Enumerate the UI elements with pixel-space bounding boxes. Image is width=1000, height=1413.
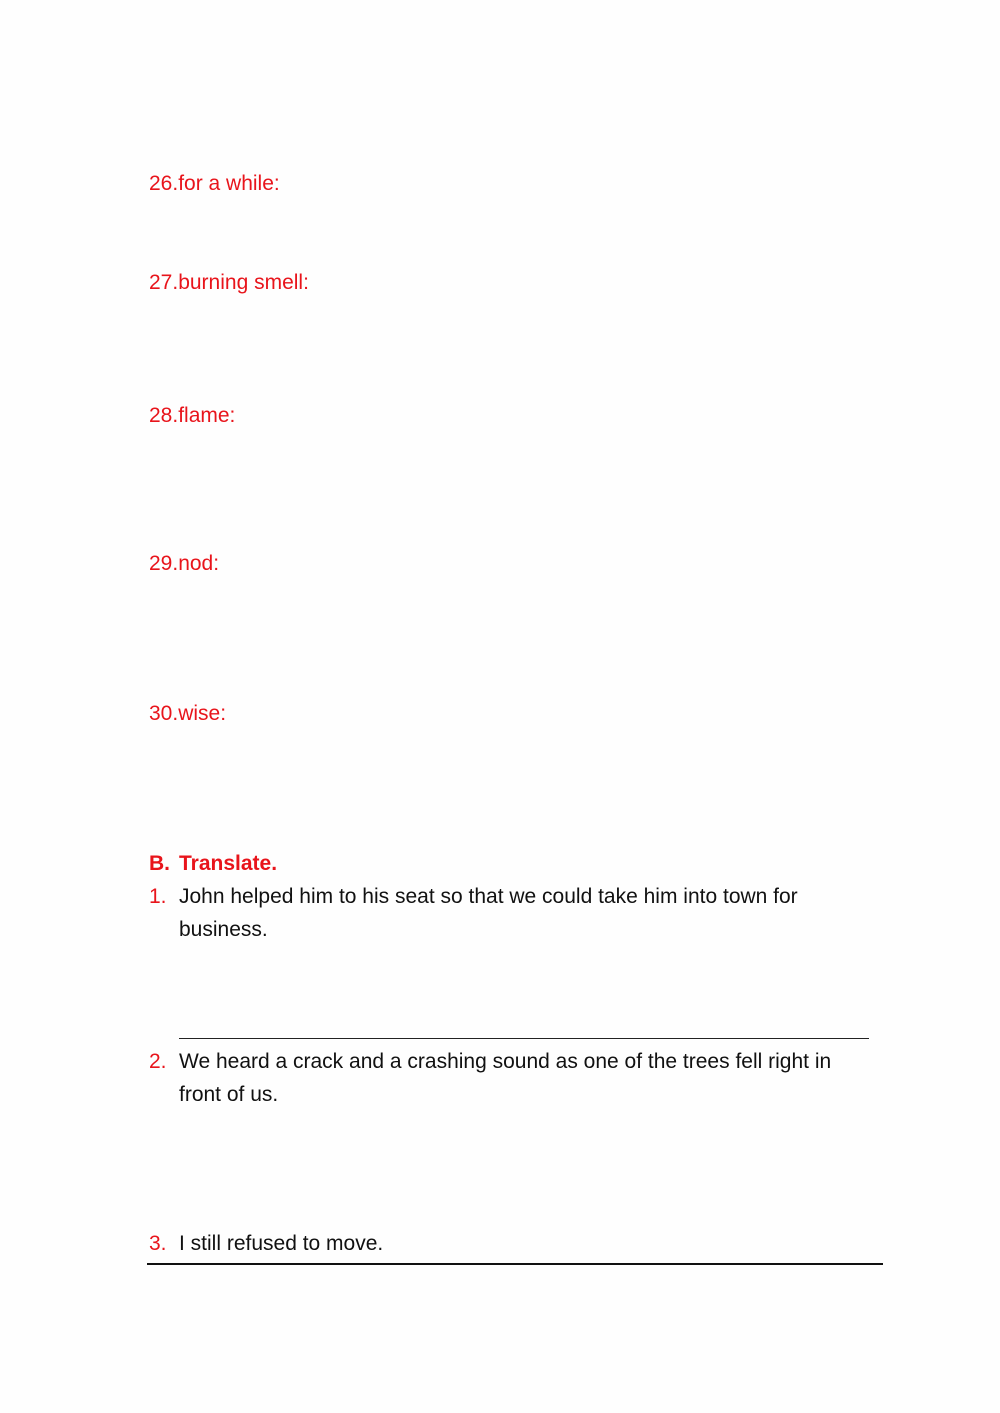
translate-item-3 xyxy=(149,1227,869,1260)
vocab-item-30: 30.wise: xyxy=(149,702,227,725)
vocab-item-28: 28.flame: xyxy=(149,404,236,427)
section-title: Translate. xyxy=(179,852,278,875)
item-text: John helped him to his seat so that we could take him into town for business. xyxy=(179,885,798,941)
item-text: I still refused to move. xyxy=(179,1232,384,1255)
answer-line xyxy=(179,1038,869,1039)
vocab-item-29: 29.nod: xyxy=(149,552,220,575)
section-letter: B. xyxy=(149,852,170,875)
translate-item-2 xyxy=(149,1045,869,1111)
vocab-item-27: 27.burning smell: xyxy=(149,271,309,294)
item-number: 1. xyxy=(149,885,167,908)
bottom-rule xyxy=(147,1263,883,1265)
item-number: 2. xyxy=(149,1050,167,1073)
vocab-item-26: 26.for a while: xyxy=(149,172,280,195)
section-heading xyxy=(149,851,277,877)
translate-item-1 xyxy=(149,880,869,946)
item-number: 3. xyxy=(149,1232,167,1255)
item-text: We heard a crack and a crashing sound as one of the trees fell right in front of us. xyxy=(179,1050,832,1106)
